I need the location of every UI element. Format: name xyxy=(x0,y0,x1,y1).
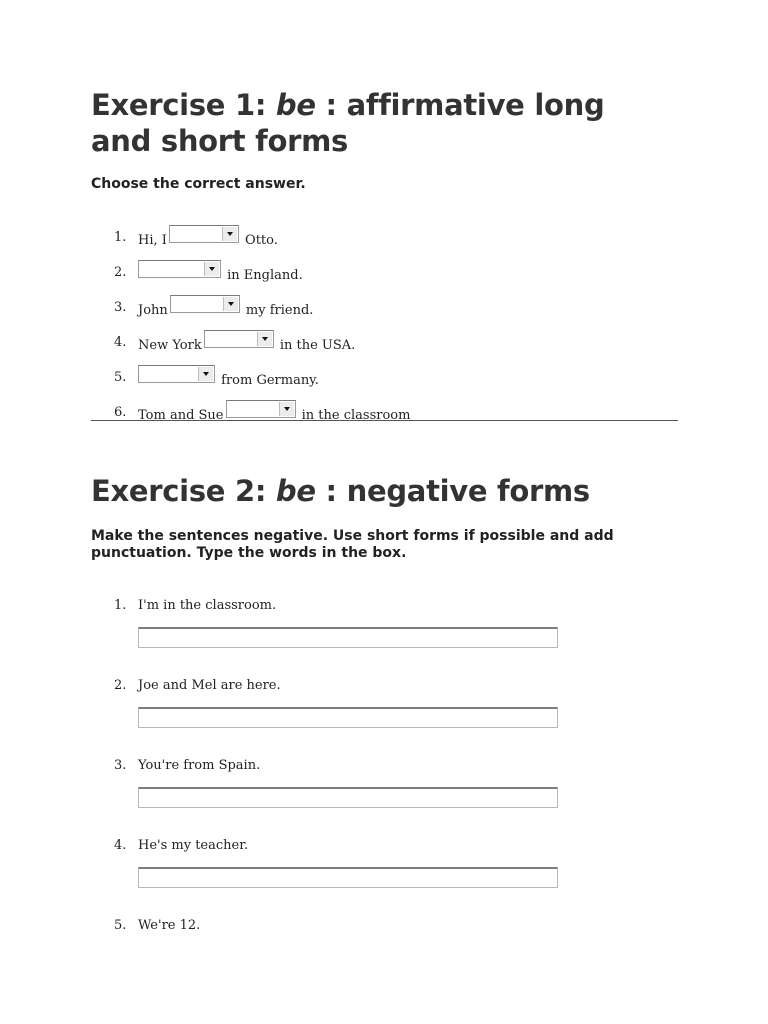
question-number: 1. xyxy=(114,598,127,613)
question-body xyxy=(138,230,278,248)
question-1 xyxy=(91,222,678,257)
question-sentence: We're 12. xyxy=(138,918,201,933)
question-text-before: Hi, I xyxy=(138,233,167,248)
question-number: 2. xyxy=(114,678,127,693)
exercise-2-title-keyword: be xyxy=(275,474,316,508)
negative-question-1 xyxy=(91,598,678,678)
answer-input[interactable] xyxy=(138,627,558,648)
negative-question-2 xyxy=(91,678,678,758)
question-5 xyxy=(91,362,678,397)
question-text-after: my friend. xyxy=(241,303,314,318)
question-number: 6. xyxy=(114,405,127,420)
question-text-after: in England. xyxy=(223,268,303,283)
question-number: 1. xyxy=(114,230,127,245)
chevron-down-icon[interactable] xyxy=(198,367,213,381)
question-6 xyxy=(91,397,678,432)
question-text-before: John xyxy=(138,303,168,318)
question-body xyxy=(138,370,319,388)
question-text-after: Otto. xyxy=(240,233,278,248)
section-divider xyxy=(91,420,678,421)
question-2 xyxy=(91,257,678,292)
answer-dropdown[interactable] xyxy=(138,365,215,383)
answer-input[interactable] xyxy=(138,867,558,888)
exercise-1-title-suffix: : affirmative long and short forms xyxy=(91,88,605,158)
answer-input[interactable] xyxy=(138,707,558,728)
question-text-after: in the USA. xyxy=(275,338,356,353)
question-number: 2. xyxy=(114,265,127,280)
question-body xyxy=(138,265,303,283)
question-number: 4. xyxy=(114,838,127,853)
exercise-1-question-list xyxy=(91,222,678,432)
chevron-down-icon[interactable] xyxy=(279,402,294,416)
exercise-1-title xyxy=(91,87,671,159)
question-4 xyxy=(91,327,678,362)
exercise-2-title-suffix: : negative forms xyxy=(315,474,590,508)
exercise-2-instruction: Make the sentences negative. Use short forms if possible and add punctuation. Type the words in the box. xyxy=(91,528,614,561)
chevron-down-icon[interactable] xyxy=(222,227,237,241)
answer-dropdown[interactable] xyxy=(226,400,296,418)
chevron-down-icon[interactable] xyxy=(223,297,238,311)
question-body xyxy=(138,335,355,353)
negative-question-3 xyxy=(91,758,678,838)
question-sentence: Joe and Mel are here. xyxy=(138,678,281,693)
answer-dropdown[interactable] xyxy=(169,225,239,243)
question-sentence: He's my teacher. xyxy=(138,838,249,853)
question-text-after: in the classroom xyxy=(297,408,411,423)
question-body xyxy=(138,300,313,318)
question-sentence: You're from Spain. xyxy=(138,758,261,773)
question-sentence: I'm in the classroom. xyxy=(138,598,277,613)
answer-dropdown[interactable] xyxy=(204,330,274,348)
exercise-1-title-keyword: be xyxy=(275,88,316,122)
exercise-2-title xyxy=(91,473,590,509)
question-number: 5. xyxy=(114,370,127,385)
question-text-before: Tom and Sue xyxy=(138,408,224,423)
chevron-down-icon[interactable] xyxy=(257,332,272,346)
question-number: 3. xyxy=(114,300,127,315)
answer-dropdown[interactable] xyxy=(138,260,221,278)
negative-question-4 xyxy=(91,838,678,918)
exercise-1-title-prefix: Exercise 1: xyxy=(91,88,276,122)
exercise-2-title-prefix: Exercise 2: xyxy=(91,474,276,508)
answer-input[interactable] xyxy=(138,787,558,808)
question-number: 3. xyxy=(114,758,127,773)
chevron-down-icon[interactable] xyxy=(204,262,219,276)
question-number: 5. xyxy=(114,918,127,933)
question-text-after: from Germany. xyxy=(217,373,319,388)
negative-question-5 xyxy=(91,918,678,998)
answer-dropdown[interactable] xyxy=(170,295,240,313)
question-3 xyxy=(91,292,678,327)
question-number: 4. xyxy=(114,335,127,350)
question-text-before: New York xyxy=(138,338,202,353)
exercise-1-instruction: Choose the correct answer. xyxy=(91,176,306,192)
exercise-2-question-list xyxy=(91,598,678,998)
